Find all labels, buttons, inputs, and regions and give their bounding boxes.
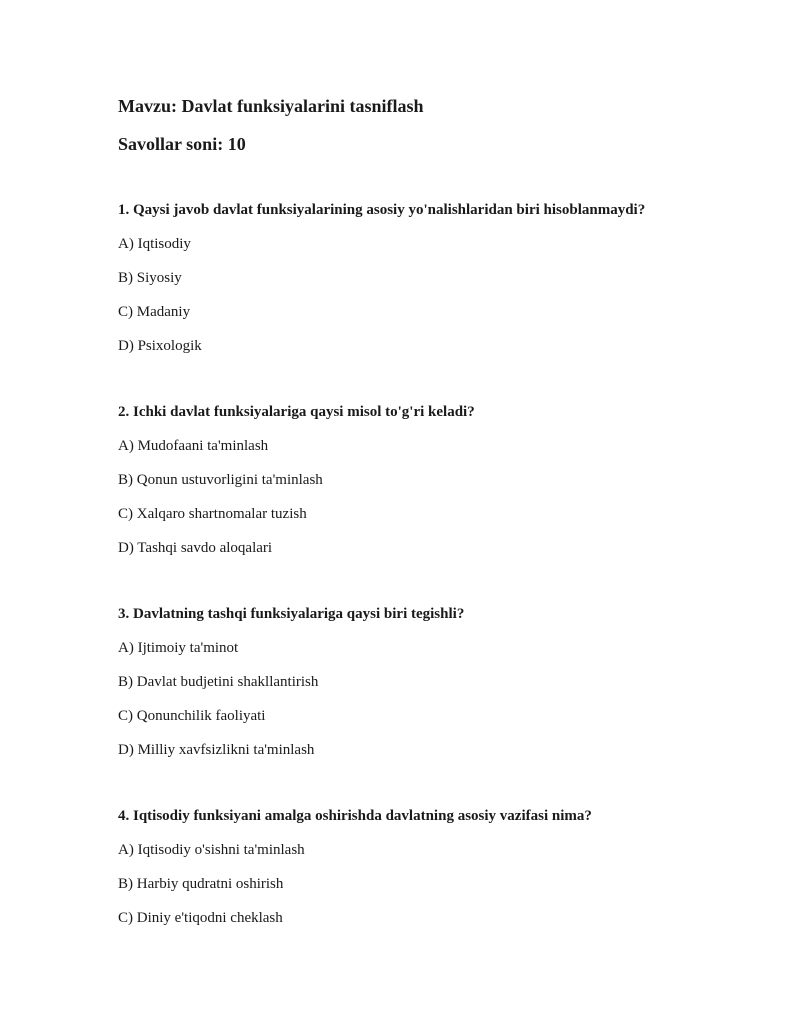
answer-option-c: C) Qonunchilik faoliyati bbox=[118, 708, 266, 724]
answer-option-d: D) Tashqi savdo aloqalari bbox=[118, 540, 273, 556]
question-text: 2. Ichki davlat funksiyalariga qaysi misol to'g'ri keladi? bbox=[118, 404, 475, 420]
answer-option-b: B) Qonun ustuvorligini ta'minlash bbox=[118, 472, 323, 488]
answer-option-a: A) Iqtisodiy o'sishni ta'minlash bbox=[118, 842, 305, 858]
answer-option-a: A) Iqtisodiy bbox=[118, 236, 191, 252]
answer-option-c: C) Diniy e'tiqodni cheklash bbox=[118, 910, 283, 926]
answer-option-d: D) Psixologik bbox=[118, 338, 202, 354]
answer-option-b: B) Harbiy qudratni oshirish bbox=[118, 876, 284, 892]
answer-option-b: B) Siyosiy bbox=[118, 270, 182, 286]
question-text: 1. Qaysi javob davlat funksiyalarining asosiy yo'nalishlaridan biri hisoblanmaydi? bbox=[118, 202, 646, 218]
question-3 bbox=[118, 604, 740, 760]
answer-option-a: A) Ijtimoiy ta'minot bbox=[118, 640, 239, 656]
answer-option-b: B) Davlat budjetini shakllantirish bbox=[118, 674, 319, 690]
question-4 bbox=[118, 806, 740, 928]
document-title: Mavzu: Davlat funksiyalarini tasniflash bbox=[118, 96, 424, 116]
answer-option-d: D) Milliy xavfsizlikni ta'minlash bbox=[118, 742, 315, 758]
answer-option-c: C) Xalqaro shartnomalar tuzish bbox=[118, 506, 307, 522]
question-2 bbox=[118, 402, 740, 558]
answer-option-c: C) Madaniy bbox=[118, 304, 191, 320]
question-text: 4. Iqtisodiy funksiyani amalga oshirishda davlatning asosiy vazifasi nima? bbox=[118, 808, 592, 824]
answer-option-a: A) Mudofaani ta'minlash bbox=[118, 438, 269, 454]
question-text: 3. Davlatning tashqi funksiyalariga qaysi biri tegishli? bbox=[118, 606, 465, 622]
question-1 bbox=[118, 200, 740, 356]
question-count: Savollar soni: 10 bbox=[118, 134, 246, 154]
